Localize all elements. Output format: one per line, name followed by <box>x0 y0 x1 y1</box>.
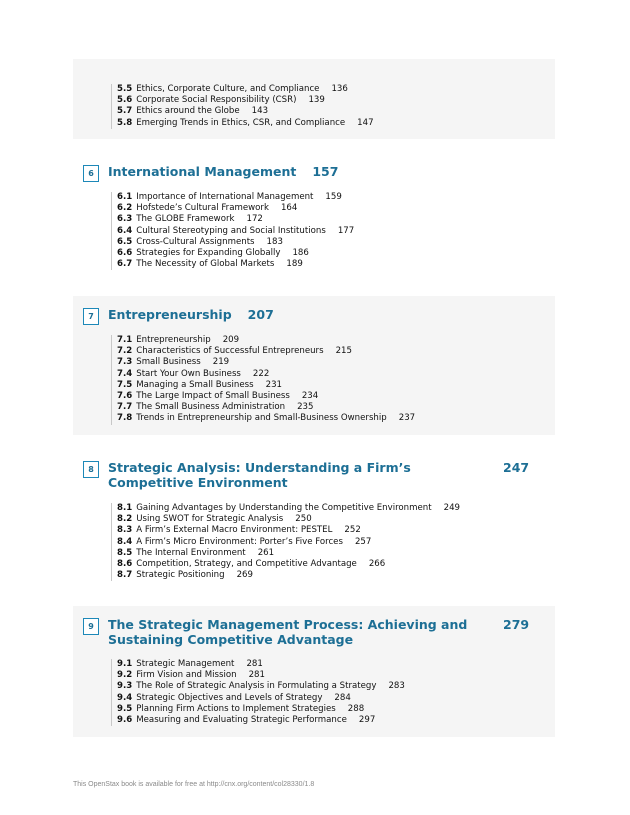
section-number: 7.8 <box>117 413 133 424</box>
toc-section-entry[interactable] <box>117 259 354 270</box>
toc-section-entry[interactable] <box>117 514 460 525</box>
section-number: 9.6 <box>117 714 133 725</box>
section-page: 269 <box>236 570 253 581</box>
section-title: Trends in Entrepreneurship and Small-Business Ownership <box>136 413 387 424</box>
section-number: 9.1 <box>117 659 133 669</box>
section-number: 6.1 <box>117 192 133 202</box>
section-number: 5.6 <box>117 95 133 106</box>
section-title: Characteristics of Successful Entrepreneurs <box>136 346 324 357</box>
section-title: Importance of International Management <box>136 192 314 202</box>
chapter-title-text: Strategic Analysis: Understanding a Firm’s Competitive Environment <box>108 460 411 490</box>
section-title: The Large Impact of Small Business <box>136 390 290 401</box>
section-title: Emerging Trends in Ethics, CSR, and Compliance <box>136 117 346 128</box>
section-list <box>111 84 374 129</box>
toc-section-entry[interactable] <box>117 525 460 536</box>
toc-section-entry[interactable] <box>117 380 415 391</box>
chapter-title-text: International Management <box>108 164 297 179</box>
toc-section-entry[interactable] <box>117 369 415 380</box>
toc-section-entry[interactable] <box>117 537 460 548</box>
section-title: Hofstede’s Cultural Framework <box>136 203 269 214</box>
section-page: 237 <box>398 413 416 424</box>
section-page: 284 <box>334 692 351 703</box>
section-number: 9.2 <box>117 670 133 681</box>
toc-section-entry[interactable] <box>117 559 460 570</box>
section-title: Cultural Stereotyping and Social Institutions <box>136 225 326 236</box>
section-number: 7.5 <box>117 379 133 390</box>
toc-section-entry[interactable] <box>117 715 405 726</box>
section-list <box>111 192 354 270</box>
toc-section-entry[interactable] <box>117 192 354 203</box>
section-number: 7.3 <box>117 357 133 368</box>
section-number: 7.1 <box>117 335 133 345</box>
section-number: 6.7 <box>117 259 133 270</box>
section-title: Using SWOT for Strategic Analysis <box>136 514 284 525</box>
section-page: 209 <box>222 335 240 345</box>
chapter-heading[interactable] <box>73 165 555 185</box>
toc-section-entry[interactable] <box>117 84 374 95</box>
chapter-heading[interactable] <box>73 308 555 328</box>
section-title: Planning Firm Actions to Implement Strategies <box>136 703 336 714</box>
toc-section-entry[interactable] <box>117 335 415 346</box>
section-number: 5.7 <box>117 106 133 117</box>
section-page: 177 <box>337 225 355 236</box>
section-title: The GLOBE Framework <box>136 214 235 225</box>
toc-section-entry[interactable] <box>117 346 415 357</box>
section-title: A Firm’s Micro Environment: Porter’s Five Forces <box>136 536 343 547</box>
toc-section-entry[interactable] <box>117 548 460 559</box>
section-page: 252 <box>344 525 361 536</box>
toc-section-entry[interactable] <box>117 214 354 225</box>
section-title: Gaining Advantages by Understanding the Competitive Environment <box>136 503 432 513</box>
section-list <box>111 503 460 581</box>
section-page: 283 <box>388 681 405 692</box>
section-page: 189 <box>286 259 303 270</box>
chapter-number-badge: 7 <box>83 308 99 325</box>
section-number: 8.2 <box>117 514 133 525</box>
section-title: Small Business <box>136 357 201 368</box>
section-title: The Necessity of Global Markets <box>136 259 275 270</box>
toc-section-entry[interactable] <box>117 681 405 692</box>
section-list <box>111 335 415 425</box>
chapter-title <box>108 164 468 179</box>
toc-section-entry[interactable] <box>117 95 374 106</box>
toc-section-entry[interactable] <box>117 402 415 413</box>
section-number: 8.5 <box>117 547 133 558</box>
toc-section-entry[interactable] <box>117 693 405 704</box>
toc-block-ch9 <box>73 606 555 737</box>
section-page: 183 <box>266 236 283 247</box>
chapter-page: 279 <box>503 617 530 632</box>
section-page: 288 <box>347 703 365 714</box>
section-page: 250 <box>295 514 312 525</box>
page-footer: This OpenStax book is available for free at http://cnx.org/content/col28330/1.8 <box>73 781 315 788</box>
toc-section-entry[interactable] <box>117 357 415 368</box>
section-title: Ethics around the Globe <box>136 106 240 117</box>
section-number: 7.6 <box>117 390 133 401</box>
section-page: 249 <box>443 503 461 513</box>
chapter-title-text: Entrepreneurship <box>108 307 232 322</box>
section-title: Strategic Management <box>136 659 235 669</box>
section-number: 5.8 <box>117 117 133 128</box>
section-title: The Internal Environment <box>136 547 246 558</box>
section-page: 164 <box>280 203 298 214</box>
section-page: 139 <box>308 95 325 106</box>
section-number: 9.5 <box>117 703 133 714</box>
section-number: 6.5 <box>117 236 133 247</box>
toc-section-entry[interactable] <box>117 570 460 581</box>
section-number: 8.6 <box>117 558 133 569</box>
section-page: 234 <box>301 390 319 401</box>
section-page: 136 <box>331 84 348 94</box>
chapter-number-badge: 9 <box>83 618 99 635</box>
section-page: 147 <box>357 117 374 128</box>
chapter-title <box>108 307 468 322</box>
section-number: 8.1 <box>117 503 133 513</box>
toc-block-ch7 <box>73 296 555 435</box>
section-page: 159 <box>325 192 342 202</box>
toc-block-ch8 <box>73 461 555 585</box>
chapter-number-badge: 6 <box>83 165 99 182</box>
section-page: 222 <box>252 368 270 379</box>
section-number: 6.3 <box>117 214 133 225</box>
section-number: 8.7 <box>117 570 133 581</box>
section-page: 215 <box>335 346 352 357</box>
section-number: 7.4 <box>117 368 133 379</box>
section-number: 7.2 <box>117 346 133 357</box>
section-page: 257 <box>354 536 372 547</box>
section-number: 7.7 <box>117 402 133 413</box>
section-number: 8.3 <box>117 525 133 536</box>
toc-section-entry[interactable] <box>117 237 354 248</box>
section-title: Firm Vision and Mission <box>136 670 237 681</box>
section-page: 297 <box>358 714 376 725</box>
section-number: 8.4 <box>117 536 133 547</box>
chapter-heading[interactable] <box>73 461 555 495</box>
chapter-heading[interactable] <box>73 618 555 652</box>
section-number: 6.6 <box>117 247 133 258</box>
section-page: 261 <box>257 547 275 558</box>
section-list <box>111 659 405 726</box>
section-title: Entrepreneurship <box>136 335 211 345</box>
toc-section-entry[interactable] <box>117 413 415 424</box>
section-title: Competition, Strategy, and Competitive Advantage <box>136 558 357 569</box>
section-title: Cross-Cultural Assignments <box>136 236 255 247</box>
section-title: The Role of Strategic Analysis in Formulating a Strategy <box>136 681 377 692</box>
section-title: Corporate Social Responsibility (CSR) <box>136 95 297 106</box>
toc-section-entry[interactable] <box>117 670 405 681</box>
section-title: Managing a Small Business <box>136 379 254 390</box>
toc-block-ch6 <box>73 165 555 275</box>
toc-section-entry[interactable] <box>117 203 354 214</box>
section-title: The Small Business Administration <box>136 402 286 413</box>
section-number: 5.5 <box>117 84 133 94</box>
toc-section-entry[interactable] <box>117 118 374 129</box>
chapter-number-badge: 8 <box>83 461 99 478</box>
section-page: 186 <box>292 247 309 258</box>
section-number: 6.2 <box>117 203 133 214</box>
section-number: 9.3 <box>117 681 133 692</box>
section-title: Start Your Own Business <box>136 368 241 379</box>
section-page: 172 <box>246 214 263 225</box>
toc-section-entry[interactable] <box>117 248 354 259</box>
section-title: Strategies for Expanding Globally <box>136 247 281 258</box>
section-title: Ethics, Corporate Culture, and Compliance <box>136 84 320 94</box>
section-title: Strategic Positioning <box>136 570 225 581</box>
section-page: 281 <box>248 670 265 681</box>
toc-section-entry[interactable] <box>117 503 460 514</box>
chapter-page: 207 <box>247 307 274 322</box>
section-page: 235 <box>297 402 314 413</box>
chapter-title-text: The Strategic Management Process: Achieving and Sustaining Competitive Advantage <box>108 617 468 647</box>
toc-section-entry[interactable] <box>117 704 405 715</box>
section-title: Strategic Objectives and Levels of Strategy <box>136 692 323 703</box>
section-page: 231 <box>265 379 283 390</box>
section-title: Measuring and Evaluating Strategic Performance <box>136 714 347 725</box>
section-title: A Firm’s External Macro Environment: PESTEL <box>136 525 333 536</box>
toc-section-entry[interactable] <box>117 391 415 402</box>
chapter-page: 157 <box>312 164 339 179</box>
section-page: 143 <box>251 106 269 117</box>
toc-section-entry[interactable] <box>117 659 405 670</box>
toc-section-entry[interactable] <box>117 106 374 117</box>
section-number: 6.4 <box>117 225 133 236</box>
toc-section-entry[interactable] <box>117 226 354 237</box>
chapter-page: 247 <box>503 460 530 475</box>
section-page: 266 <box>368 558 386 569</box>
section-number: 9.4 <box>117 692 133 703</box>
section-page: 281 <box>246 659 263 669</box>
section-page: 219 <box>212 357 230 368</box>
toc-block-ch5-continued <box>73 59 555 139</box>
